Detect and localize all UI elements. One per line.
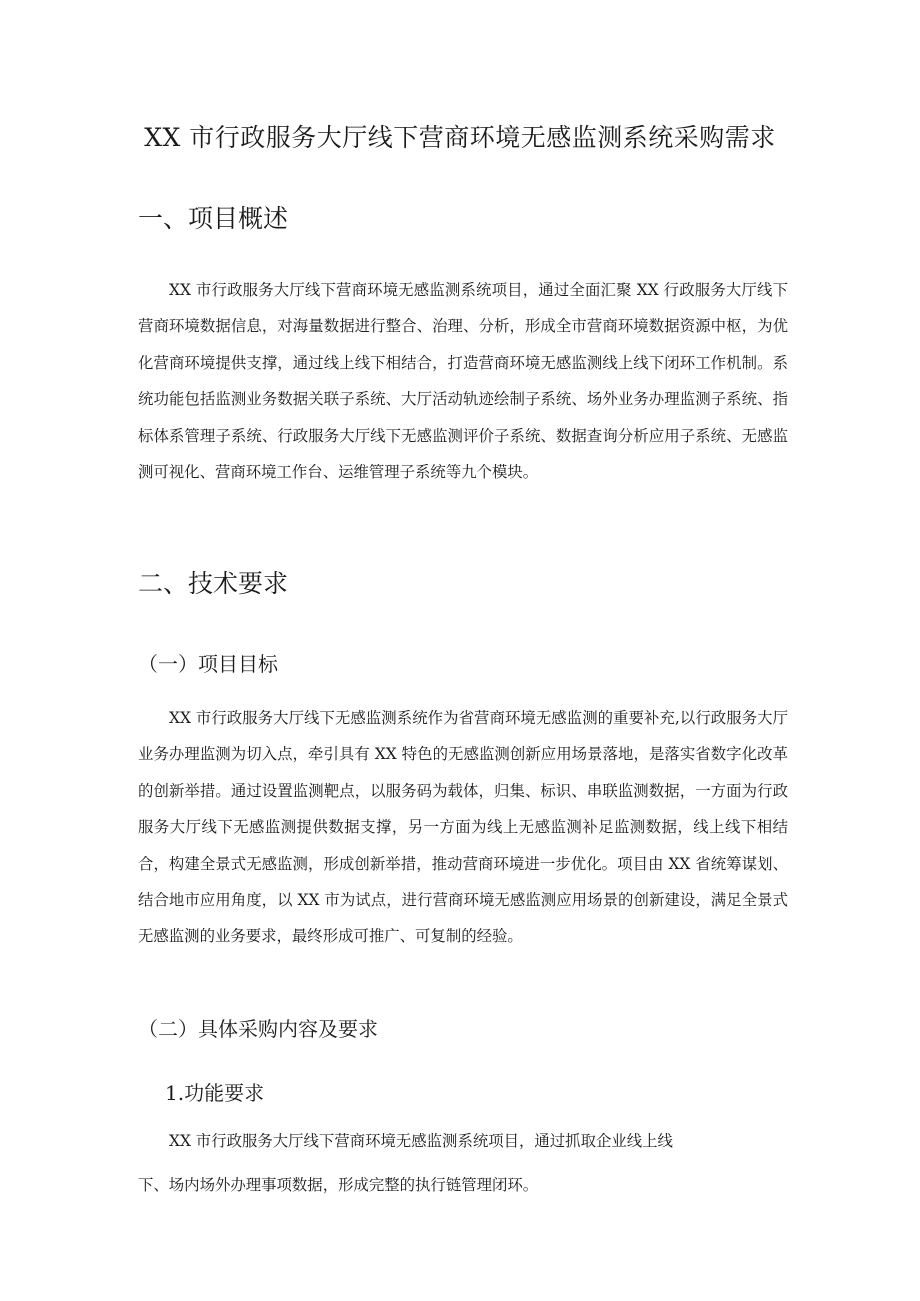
functional-requirements-line-1: XX 市行政服务大厅线下营商环境无感监测系统项目，通过抓取企业线上线 [169,1132,673,1150]
section-heading-technical-requirements: 二、技术要求 [138,569,289,598]
section-heading-overview: 一、项目概述 [138,204,289,233]
item-heading-functional-requirements: 1.功能要求 [165,1081,265,1105]
functional-requirements-line-2: 下、场内场外办理事项数据，形成完整的执行链管理闭环。 [138,1176,539,1194]
subsection-heading-procurement-content: （二）具体采购内容及要求 [138,1017,378,1041]
overview-paragraph: XX 市行政服务大厅线下营商环境无感监测系统项目，通过全面汇聚 XX 行政服务大厅线下营商环境数据信息，对海量数据进行整合、治理、分析，形成全市营商环境数据资源中枢，为优化营商环境提供支撑，通过线上线下相结合，打造营商环境无感监测线上线下闭环工作机制。系统功能包括监测业务数据关联子系统、大厅活动轨迹绘制子系统、场外业务办理监测子系统、指标体系管理子系统、行政服务大厅线下无感监测评价子系统、数据查询分析应用子系统、无感监测可视化、营商环境工作台、运维管理子系统等九个模块。 [138,281,788,482]
project-goal-paragraph: XX 市行政服务大厅线下无感监测系统作为省营商环境无感监测的重要补充,以行政服务大厅业务办理监测为切入点，牵引具有 XX 特色的无感监测创新应用场景落地，是落实省数字化改革的创新举措。通过设置监测靶点，以服务码为载体，归集、标识、串联监测数据，一方面为行政服务大厅线下无感监测提供数据支撑，另一方面为线上无感监测补足监测数据，线上线下相结合，构建全景式无感监测，形成创新举措，推动营商环境进一步优化。项目由 XX 省统筹谋划、结合地市应用角度，以 XX 市为试点，进行营商环境无感监测应用场景的创新建设，满足全景式无感监测的业务要求，最终形成可推广、可复制的经验。 [138,709,788,946]
subsection-heading-project-goal: （一）项目目标 [138,652,278,676]
document-title: XX 市行政服务大厅线下营商环境无感监测系统采购需求 [144,123,776,152]
